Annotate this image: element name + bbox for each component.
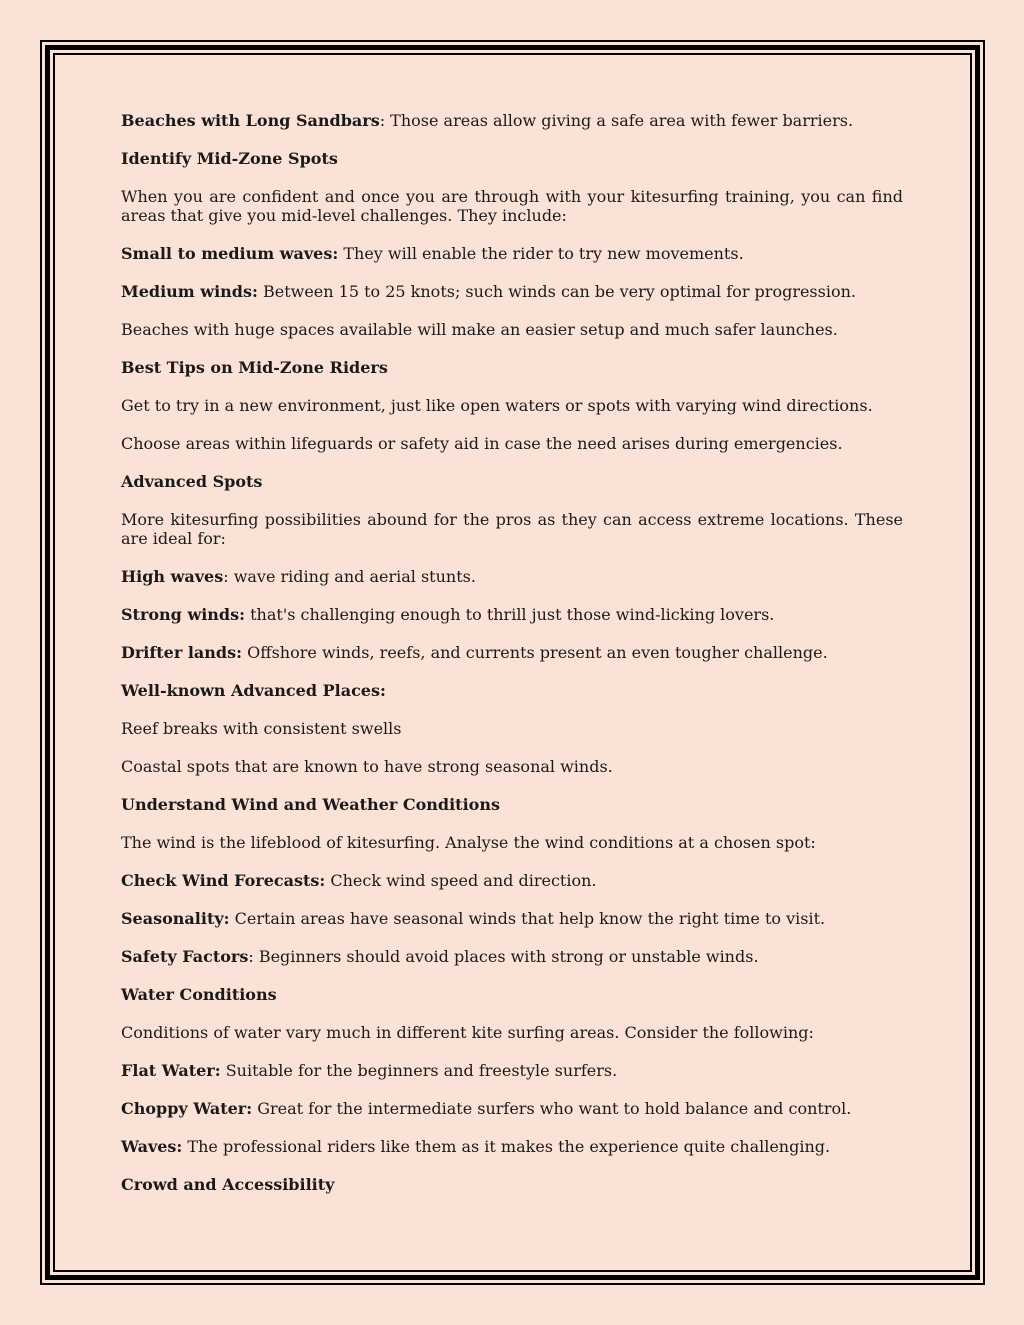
paragraph	[121, 1099, 903, 1118]
paragraph-lead: Small to medium waves:	[121, 244, 339, 263]
section-heading	[121, 358, 903, 377]
paragraph	[121, 396, 903, 415]
paragraph-lead: Beaches with Long Sandbars	[121, 111, 380, 130]
paragraph	[121, 871, 903, 890]
document-body	[121, 111, 903, 1213]
paragraph-text: The professional riders like them as it makes the experience quite challenging.	[182, 1137, 831, 1156]
section-heading	[121, 681, 903, 700]
heading-text: Well-known Advanced Places:	[121, 681, 386, 700]
heading-text: Best Tips on Mid-Zone Riders	[121, 358, 388, 377]
paragraph-text: When you are confident and once you are through with your kitesurfing training, you can find areas that give you mid-level challenges. They include:	[121, 187, 903, 225]
paragraph-text: Check wind speed and direction.	[325, 871, 597, 890]
paragraph	[121, 947, 903, 966]
paragraph	[121, 833, 903, 852]
section-heading	[121, 985, 903, 1004]
paragraph	[121, 244, 903, 263]
paragraph	[121, 510, 903, 548]
paragraph-text: More kitesurfing possibilities abound for the pros as they can access extreme locations. These are ideal for:	[121, 510, 903, 548]
paragraph	[121, 909, 903, 928]
paragraph	[121, 111, 903, 130]
paragraph	[121, 643, 903, 662]
paragraph	[121, 567, 903, 586]
paragraph	[121, 1137, 903, 1156]
paragraph	[121, 1023, 903, 1042]
paragraph	[121, 320, 903, 339]
paragraph-lead: Seasonality:	[121, 909, 230, 928]
paragraph-text: Great for the intermediate surfers who want to hold balance and control.	[252, 1099, 852, 1118]
paragraph	[121, 282, 903, 301]
paragraph-lead: Flat Water:	[121, 1061, 221, 1080]
paragraph-text: Get to try in a new environment, just like open waters or spots with varying wind directions.	[121, 396, 873, 415]
paragraph-text: Beaches with huge spaces available will make an easier setup and much safer launches.	[121, 320, 838, 339]
paragraph-text: that's challenging enough to thrill just those wind-licking lovers.	[245, 605, 775, 624]
heading-text: Identify Mid-Zone Spots	[121, 149, 338, 168]
paragraph-text: Between 15 to 25 knots; such winds can be very optimal for progression.	[257, 282, 856, 301]
paragraph-text: Reef breaks with consistent swells	[121, 719, 402, 738]
paragraph-text: Conditions of water vary much in different kite surfing areas. Consider the following:	[121, 1023, 814, 1042]
paragraph-lead: Waves:	[121, 1137, 183, 1156]
heading-text: Crowd and Accessibility	[121, 1175, 335, 1194]
paragraph-lead: Check Wind Forecasts:	[121, 871, 326, 890]
paragraph-text: Coastal spots that are known to have strong seasonal winds.	[121, 757, 613, 776]
heading-text: Advanced Spots	[121, 472, 263, 491]
paragraph-lead: High waves	[121, 567, 224, 586]
section-heading	[121, 472, 903, 491]
heading-text: Understand Wind and Weather Conditions	[121, 795, 500, 814]
paragraph-text: : wave riding and aerial stunts.	[223, 567, 476, 586]
paragraph-lead: Strong winds:	[121, 605, 246, 624]
section-heading	[121, 795, 903, 814]
paragraph-lead: Medium winds:	[121, 282, 258, 301]
paragraph-text: Certain areas have seasonal winds that help know the right time to visit.	[229, 909, 826, 928]
paragraph	[121, 605, 903, 624]
paragraph-text: Suitable for the beginners and freestyle surfers.	[220, 1061, 618, 1080]
paragraph-text: : Those areas allow giving a safe area with fewer barriers.	[379, 111, 854, 130]
section-heading	[121, 149, 903, 168]
paragraph	[121, 1061, 903, 1080]
paragraph-text: Choose areas within lifeguards or safety aid in case the need arises during emergencies.	[121, 434, 843, 453]
paragraph-text: They will enable the rider to try new movements.	[338, 244, 744, 263]
paragraph	[121, 434, 903, 453]
paragraph	[121, 719, 903, 738]
paragraph-text: The wind is the lifeblood of kitesurfing. Analyse the wind conditions at a chosen spot:	[121, 833, 816, 852]
paragraph	[121, 757, 903, 776]
paragraph-text: : Beginners should avoid places with strong or unstable winds.	[248, 947, 759, 966]
paragraph-text: Offshore winds, reefs, and currents present an even tougher challenge.	[242, 643, 828, 662]
paragraph-lead: Safety Factors	[121, 947, 249, 966]
heading-text: Water Conditions	[121, 985, 277, 1004]
paragraph-lead: Drifter lands:	[121, 643, 243, 662]
paragraph-lead: Choppy Water:	[121, 1099, 253, 1118]
section-heading	[121, 1175, 903, 1194]
paragraph	[121, 187, 903, 225]
